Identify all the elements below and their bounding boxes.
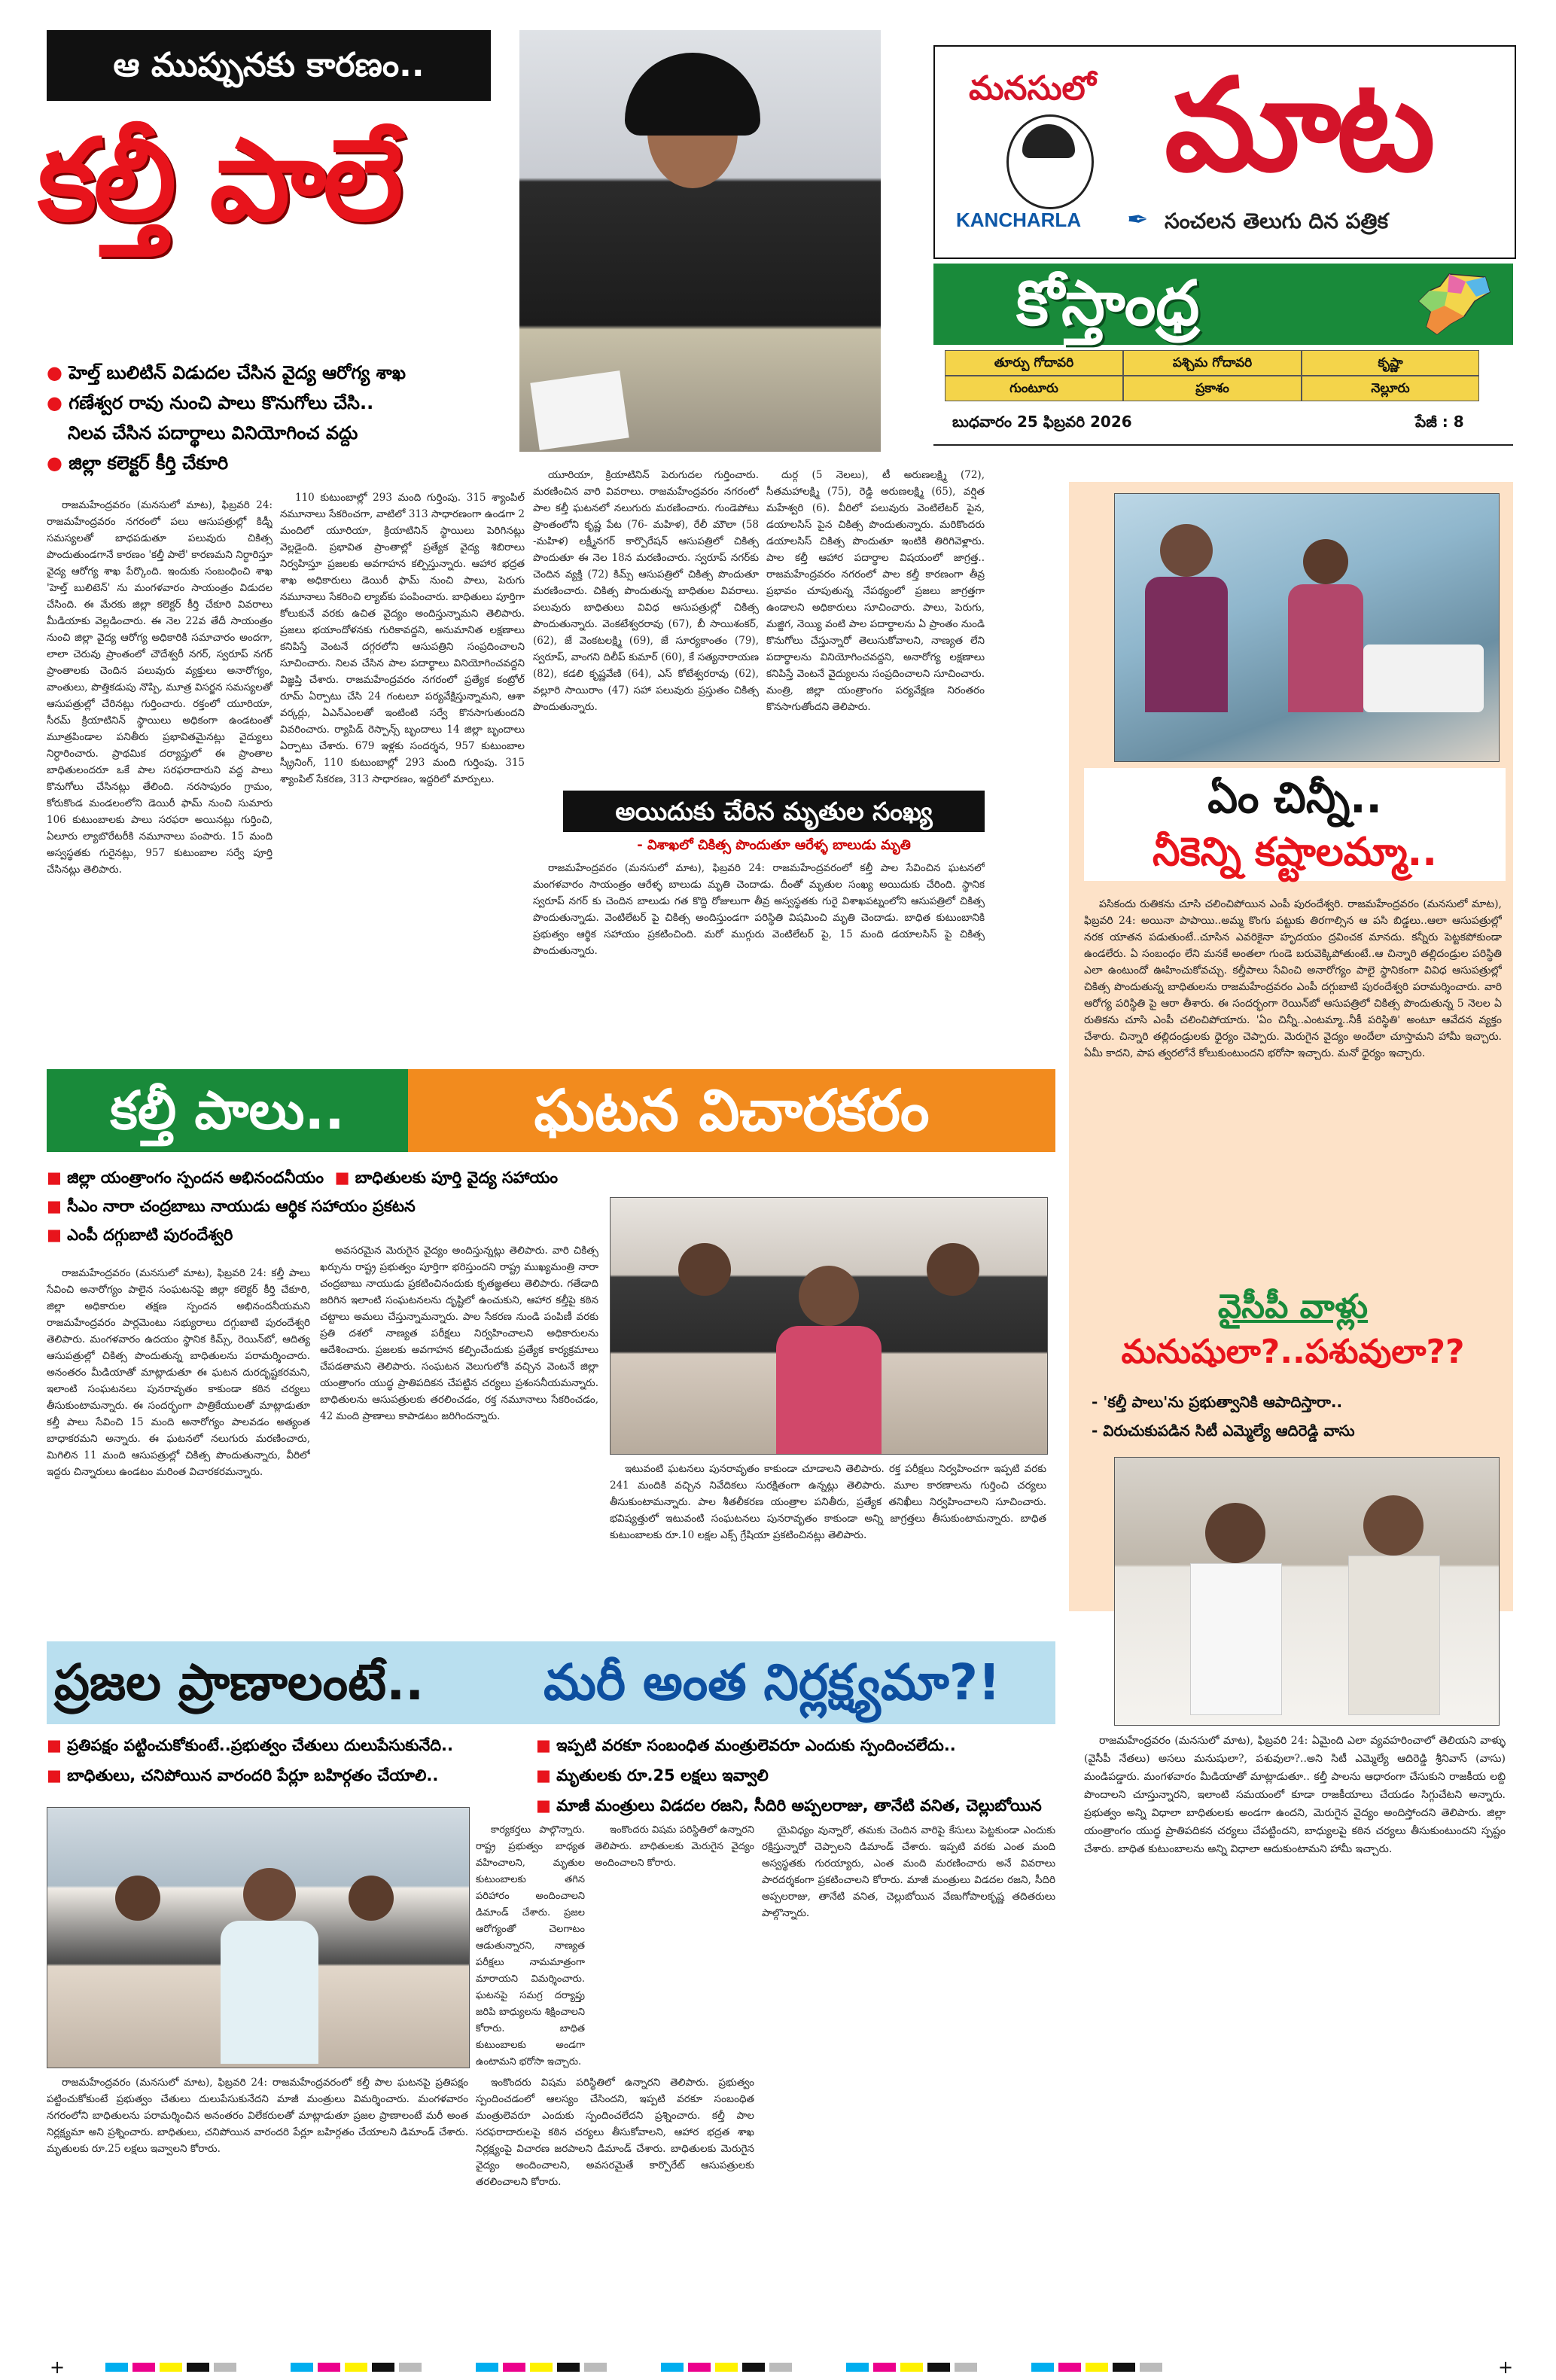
ex-ministers-photo: [47, 1807, 470, 2068]
kicker-banner: [47, 30, 491, 101]
story2-bullet-2: ■ సీఎం నారా చంద్రబాబు నాయుడు ఆర్థిక సహాయం ప్రకటన: [47, 1197, 416, 1215]
collector-paper: [530, 370, 629, 450]
deaths-subtitle: - విశాఖలో చికిత్స పొందుతూ ఆరేళ్ళ బాలుడు మృతి: [637, 837, 911, 853]
story1-col3: యూరియా, క్రియాటినిన్ పెరుగుదల గుర్తించారు. మరణించిన వారి వివరాలు. రాజమహేంద్రవరం నగరంలో పాల కల్తీ ఘటనలో నలుగురు మరణించారు. గుండెపోటు ప్రాంతంలోని కృష్ణ పేట (76- మహిళ), రేలీ మౌలా (58 -మహిళ) లక్ష్మీనగర్ కార్పొరేషన్ ఆసుపత్రిలో చికిత్స పొందుతూ ఈ నెల 18న మరణించారు. స్వరూప్ నగర్‌కు చెందిన వ్యక్తి (72) కిమ్స్ ఆసుపత్రిలో చికిత్స పొందుతూ మరణించారు. చికిత్స పొందుతున్న బాధితుల వివరాలు. పలువురు బాధితులు వివిధ ఆసుపత్రుల్లో చికిత్స పొందుతున్నారు. వెంకటేశ్వరరావు (67), బీ సాయిశంకర్, (62), జే వెంకటలక్ష్మి (69), జే సూర్యకాంతం (79), స్వరూప్, వాంగని దిలీప్ కుమార్ (60), కే సత్యనారాయణ (82), కడలి కృష్ణవేణి (64), ఎస్ కోటేశ్వరరావు (62), వల్లూరి సాయిరాం (47) సహా పలువురు ప్రస్తుతం చికిత్స పొందుతున్నారు.: [533, 469, 759, 713]
reg-mark-left: +: [50, 2357, 65, 2378]
story1-bullet-0: ● హెల్త్ బులిటిన్ విడుదల చేసిన వైద్య ఆరోగ్య శాఖ: [47, 362, 406, 383]
mla-photo: [1114, 1457, 1500, 1726]
story2-headline-left-text: కల్తీ పాలు..: [110, 1080, 345, 1141]
map-icon: [1404, 271, 1494, 337]
district-1: పశ్చిమ గోదావరి: [1123, 350, 1302, 376]
masthead-brand-small: మనసులో: [969, 69, 1096, 108]
deaths-text: రాజమహేంద్రవరం (మనసులో మాట), ఫిబ్రవరి 24: రాజమహేంద్రవరంలో కల్తీ పాల సేవించిన ఘటనలో మంగళవారం సాయంత్రం ఆరేళ్ళ బాలుడు మృతి చెందాడు. దీంతో మృతుల సంఖ్య అయిదుకు చేరింది. స్థానిక స్వరూప్ నగర్ కు చెందిన బాలుడు గత కొద్ది రోజులుగా తీవ్ర అస్వస్థతకు గురై విశాఖపట్నంలోని ఆసుపత్రిలో చికిత్స పొందుతున్నాడు. వెంటిలేటర్ పై చికిత్స అందిస్తుండగా పరిస్థితి విషమించి మృతి చెందాడు. బాధిత కుటుంబానికి ప్రభుత్వం ఆర్థిక సహాయం ప్రకటించింది. మరో ముగ్గురు వెంటిలేటర్ పై, 15 మంది డయాలసిస్ పై చికిత్స పొందుతున్నారు.: [533, 862, 985, 957]
story1-bullet-1: ● గణేశ్వర రావు నుంచి పాలు కొనుగోలు చేసి..: [47, 392, 374, 413]
ycp-title2: మనుషులా?..పశువులా??: [1121, 1333, 1465, 1371]
page-number: పేజీ : 8: [1415, 413, 1464, 431]
masthead-tagline: సంచలన తెలుగు దిన పత్రిక: [1165, 209, 1389, 233]
story2-col1: రాజమహేంద్రవరం (మనసులో మాట), ఫిబ్రవరి 24: కల్తీ పాలు సేవించి అనారోగ్యం పాలైన సంఘటనపై జిల్లా కలెక్టర్ కీర్తి చేకూరి, జిల్లా అధికారుల తక్షణ స్పందన అభినందనీయమని రాజమహేంద్రవరం పార్లమెంటు సభ్యురాలు దగ్గుబాటి పురందేశ్వరి తెలిపారు. మంగళవారం ఉదయం స్థానిక కిమ్స్, రెయిన్‌బో, ఆదిత్య ఆసుపత్రుల్లో చికిత్స పొందుతున్న బాధితులను పరామర్శించారు. అనంతరం మీడియాతో మాట్లాడుతూ ఈ ఘటన దురదృష్టకరమని, ఇలాంటి సంఘటనలు పునరావృతం కాకుండా కఠిన చర్యలు తీసుకుంటామన్నారు. ఈ సందర్భంగా పాత్రికేయులతో మాట్లాడుతూ కల్తీ పాలు సేవించి 15 మంది అనారోగ్యం పాలవడం అత్యంత బాధాకరమని అన్నారు. ఈ ఘటనలో నలుగురు మరణించారు, మిగిలిన 11 మంది ఆసుపత్రుల్లో చికిత్స పొందుతున్నారు, వీరిలో ఇద్దరు చిన్నారులు ఉండటం మరింత విచారకరమన్నారు.: [47, 1267, 310, 1478]
district-3: గుంటూరు: [945, 376, 1123, 401]
side1-text: పసికందు రుతికను చూసి చలించిపోయిన ఎంపీ పురందేశ్వరి. రాజమహేంద్రవరం (మనసులో మాట), ఫిబ్రవరి 24: అయినా పాపాయి..అమ్మ కొంగు పట్టుకు తిరగాల్సిన ఆ పసి బిడ్డలు..ఆలా ఆసుపత్రుల్లో నరక యాతన పడుతుంటే..చూసిన ఎవరికైనా హృదయం ద్రవించక మానదు. కన్నీరు పెట్టకపోకుండా ఉండలేరు. ఏ సంబంధం లేని మనకే అంతలా గుండె బరువెక్కిపోతుంటే..ఆ చిన్నారి తల్లిదండ్రుల పరిస్థితి ఎలా ఉంటుందో ఊహించుకోవచ్చు. కల్తీపాలు సేవించి అనారోగ్యం పాలై స్థానికంగా వివిధ ఆసుపత్రుల్లో చికిత్స పొందుతున్న బాధితులను రాజమహేంద్రవరం ఎంపీ దగ్గుబాటి పురందేశ్వరి పరామర్శించారు. వారి ఆరోగ్య పరిస్థితి పై ఆరా తీశారు. ఈ సందర్భంగా రెయిన్‌బో ఆసుపత్రిలో చికిత్స పొందుతున్న 5 నెలల ఏ రుతికను చూసి ఎంపీ చలించిపోయారు. 'ఏం చిన్నీ..ఎంటమ్మా..నీకీ పరిస్థితి' అంటూ ఆవేదన వ్యక్తం చేశారు. చిన్నారి తల్లిదండ్రులకు ధైర్యం చెప్పారు. మెరుగైన వైద్యం అందేలా చూస్తామని హామీ ఇచ్చారు. ఏమీ కాదని, పాప త్వరలోనే కోలుకుంటుందని భరోసా ఇచ్చారు. మనో ధైర్యం ఇచ్చారు.: [1084, 898, 1502, 1059]
story2-col2: అవసరమైన మెరుగైన వైద్యం అందిస్తున్నట్లు తెలిపారు. వారి చికిత్స ఖర్చును రాష్ట్ర ప్రభుత్వం పూర్తిగా భరిస్తుందని రాష్ట్ర ముఖ్యమంత్రి నారా చంద్రబాబు నాయుడు ప్రకటించినందుకు కృతజ్ఞతలు తెలిపారు. గతేడాది జరిగిన ఇలాంటి సంఘటనలను దృష్టిలో ఉంచుకుని, ఆహార కల్తీపై కఠిన చట్టాలు అమలు చేస్తున్నామన్నారు. పాల సేకరణ నుండి పంపిణీ వరకు ప్రతి దశలో నాణ్యత పరీక్షలు నిర్వహించాలని అధికారులను ఆదేశించారు. ప్రజలకు అవగాహన కల్పించేందుకు ప్రత్యేక కార్యక్రమాలు చేపడతామని తెలిపారు. సంఘటన వెలుగులోకి వచ్చిన వెంటనే జిల్లా యంత్రాంగం యుద్ధ ప్రాతిపదికన చేపట్టిన చర్యలు ప్రశంసనీయమన్నారు. బాధితులను ఆసుపత్రులకు తరలించడం, రక్త నమూనాలు సేకరించడం, 42 మంది ప్రాణాలు కాపాడటం జరిగిందన్నారు.: [320, 1245, 598, 1422]
masthead-portrait: [1006, 114, 1094, 209]
story2-bullet-3: ■ ఎంపీ దగ్గుబాటి పురందేశ్వరి: [47, 1226, 233, 1244]
baby-caption-box: [1084, 768, 1506, 881]
baby-caption-line2: నీకెన్ని కష్టాలమ్మా..: [1152, 830, 1438, 875]
story3-bullet-r1: ■ మృతులకు రూ.25 లక్షలు ఇవ్వాలి: [536, 1766, 769, 1784]
deaths-title-bar: [563, 791, 985, 832]
story2-bullets: [47, 1163, 619, 1249]
story3-bullet-r2: ■ మాజీ మంత్రులు విడదల రజని, సీదిరి అప్పలరాజు, తానేటి వనిత, చెల్లుబోయిన: [536, 1796, 1042, 1815]
ycp-bullet-1: - విరుచుకుపడిన సిటీ ఎమ్మెల్యే ఆదిరెడ్డి వాసు: [1092, 1422, 1355, 1440]
story3-col2b: ఇంకొందరు విషమ పరిస్థితిలో ఉన్నారని తెలిపారు. బాధితులకు మెరుగైన వైద్యం అందించాలని కోరారు.: [595, 1824, 754, 1869]
pen-icon: ✒: [1127, 205, 1149, 235]
story3-col4: యైవిధ్యం వున్నారో, తమకు చెందిన వారిపై కేసులు పెట్టకుండా ఎందుకు రక్షిస్తున్నారో చెప్పాలని డిమాండ్ చేశారు. ఇప్పటి వరకు ఎంత మంది అస్వస్థతకు గురయ్యారు, ఎంత మంది మరణించారు అనే వివరాలు పారదర్శకంగా ప్రకటించాలని కోరారు. మాజీ మంత్రులు విడదల రజని, సీదిరి అప్పలరాజు, తానేటి వనిత, చెల్లుబోయిన వేణుగోపాలకృష్ణ తదితరులు పాల్గొన్నారు.: [762, 1824, 1055, 1919]
edition-name: కోస్తాంధ్ర: [1016, 268, 1200, 340]
district-0: తూర్పు గోదావరి: [945, 350, 1123, 376]
district-2: కృష్ణా: [1302, 350, 1479, 376]
baby-caption-line1: ఏం చిన్నీ..: [1207, 774, 1382, 823]
story3-col1: రాజమహేంద్రవరం (మనసులో మాట), ఫిబ్రవరి 24: రాజమహేంద్రవరంలో కల్తీ పాల ఘటనపై ప్రతిపక్షం పట్టించుకోకుంటే ప్రభుత్వం చేతులు దులుపేసుకునేదని మాజీ మంత్రులు విమర్శించారు. మంగళవారం నగరంలోని బాధితులను పరామర్శించిన అనంతరం విలేకరులతో మాట్లాడుతూ ప్రజల ప్రాణాలంటే మరీ అంత నిర్లక్ష్యమా అని ప్రశ్నించారు. బాధితులు, చనిపోయిన వారందరి పేర్లూ బహిర్గతం చేయాలని డిమాండ్ చేశారు. మృతులకు రూ.25 లక్షలు ఇవ్వాలని కోరారు.: [47, 2077, 468, 2155]
ycp-bullet-0: - 'కల్తీ పాలు'ను ప్రభుత్వానికి ఆపాదిస్తారా..: [1092, 1393, 1343, 1411]
story2-bullet-0: ■ జిల్లా యంత్రాంగం స్పందన అభినందనీయం ■ బాధితులకు పూర్తి వైద్య సహాయం: [47, 1169, 559, 1187]
color-bar: [105, 2363, 1491, 2372]
edition-band: [933, 264, 1513, 345]
story3-col2: ఇంకొందరు విషమ పరిస్థితిలో ఉన్నారని తెలిపారు. ప్రభుత్వం స్పందించడంలో ఆలస్యం చేసిందని, ఇప్పటి వరకూ సంబంధిత మంత్రులెవరూ ఎందుకు స్పందించలేదని ప్రశ్నించారు. కల్తీ పాల సరఫరాదారులపై కఠిన చర్యలు తీసుకోవాలని, ఆహార భద్రత శాఖ నిర్లక్ష్యంపై విచారణ జరపాలని డిమాండ్ చేశారు. బాధితులకు మెరుగైన వైద్యం అందించాలని, అవసరమైతే కార్పొరేట్ ఆసుపత్రులకు తరలించాలని కోరారు.: [476, 2077, 754, 2188]
story1-col4: దుర్గ (5 నెలలు), టీ అరుణలక్ష్మి (72), సీతమహాలక్ష్మి (75), రెడ్డి అరుణలక్ష్మి (65), వర్షిత మహేశ్వరి (6). వీరిలో పలువురు వెంటిలేటర్ పైన, డయాలసిస్ పైన చికిత్స పొందుతున్నారు. మరికొందరు డయాలసిస్ చికిత్స పొందుతూ ఇంటికి తిరిగివెళ్లారు. పాల కల్తీ ఆహార పదార్థాల విషయంలో జాగ్రత్త.. రాజమహేంద్రవరం నగరంలో పాల కల్తీ కారణంగా తీవ్ర ప్రభావం చూపుతున్న నేపథ్యంలో ప్రజలు జాగ్రత్తగా ఉండాలని అధికారులు సూచించారు. పాలు, పెరుగు, మజ్జిగ, నెయ్యి వంటి పాల పదార్థాలను ఏ ప్రాంతం నుండి కొనుగోలు చేస్తున్నారో తెలుసుకోవాలని, నాణ్యత లేని పదార్థాలను వినియోగించవద్దని, అనారోగ్య లక్షణాలు కనిపిస్తే వెంటనే వైద్యులను సంప్రదించాలని సూచించారు. మంత్రి, జిల్లా యంత్రాంగం పర్యవేక్షణ నిరంతరం కొనసాగుతోందని తెలిపారు.: [766, 469, 985, 713]
story1-bullet-3: ● జిల్లా కలెక్టర్ కీర్తి చేకూరి: [47, 453, 229, 474]
story1-col2: 110 కుటుంబాల్లో 293 మంది గుర్తింపు. 315 శ్యాంపిల్ నమూనాలు సేకరించగా, వాటిలో 313 సాధారణంగా ఉండగా 2 మందిలో యూరియా, క్రియాటినిన్ స్థాయిలు పెరిగినట్లు వెల్లడైంది. ప్రభావిత ప్రాంతాల్లో ప్రత్యేక వైద్య శిబిరాలు నిర్వహిస్తూ ప్రజలకు అవగాహన కల్పిస్తున్నారు. ఆహార భద్రత శాఖ అధికారులు డెయిరీ ఫామ్ నుంచి పాలు, పెరుగు నమూనాలు సేకరించి ల్యాబ్‌కు పంపించారు. బాధితులు పూర్తిగా కోలుకునే వరకు ఉచిత వైద్యం అందిస్తున్నామని తెలిపారు. ప్రజలు భయాందోళనకు గురికావద్దని, అనుమానిత లక్షణాలు కనిపిస్తే వెంటనే దగ్గరలోని ఆసుపత్రిని సంప్రదించాలని సూచించారు. నిలవ చేసిన పాల పదార్థాలు వినియోగించవద్దని విజ్ఞప్తి చేశారు. రాజమహేంద్రవరం నగరంలో ప్రత్యేక కంట్రోల్ రూమ్ ఏర్పాటు చేసి 24 గంటలూ పర్యవేక్షిస్తున్నామని, ఆశా వర్కర్లు, ఏఎన్ఎంలతో ఇంటింటి సర్వే కొనసాగుతుందని వివరించారు. ర్యాపిడ్ రెస్పాన్స్ బృందాలు 14 జిల్లా బృందాలు ఏర్పాటు చేశారు. 679 ఇళ్లకు సందర్శన, 957 కుటుంబాల స్క్రీనింగ్, 110 కుటుంబాల్లో 293 మంది గుర్తింపు. 315 శ్యాంపిల్ సేకరణ, 313 సాధారణం, ఇద్దరిలో మార్పులు.: [280, 492, 525, 785]
ycp-title1: వైసీపీ వాళ్లు: [1217, 1288, 1369, 1326]
ycp-text: రాజమహేంద్రవరం (మనసులో మాట), ఫిబ్రవరి 24: ఏమైంది ఎలా వ్యవహరించాలో తెలియని వాళ్ళు (వైసీపీ నేతలు) అసలు మనుషులా?, పశువులా?..అని సిటీ ఎమ్మెల్యే ఆదిరెడ్డి శ్రీనివాస్ (వాసు) మండిపడ్డారు. మంగళవారం మీడియాతో మాట్లాడుతూ.. కల్తీ పాలను ఆధారంగా చేసుకుని రాజకీయ లబ్ది పొందాలని చూస్తున్నారని, ఇలాంటి సమయంలో కూడా రాజకీయాలు చేయడం సిగ్గుచేటని అన్నారు. ప్రభుత్వం అన్ని విధాలా బాధితులకు అండగా ఉందని, మెరుగైన వైద్యం అందిస్తోందని తెలిపారు. జిల్లా యంత్రాంగం యుద్ధ ప్రాతిపదికన చర్యలు చేపట్టిందని, బాధ్యులపై కఠిన చర్యలు తీసుకుంటుందని స్పష్టం చేశారు. బాధిత కుటుంబాలను అన్ని విధాలా ఆదుకుంటామని హామీ ఇచ్చారు.: [1084, 1735, 1506, 1855]
masthead: [933, 45, 1516, 259]
story3-bullet-l0: ■ ప్రతిపక్షం పట్టించుకోకుంటే..ప్రభుత్వం చేతులు దులుపేసుకునేది..: [47, 1736, 453, 1754]
district-4: ప్రకాశం: [1123, 376, 1302, 401]
story3-headline-right: మరీ అంత నిర్లక్ష్యమా?!: [544, 1653, 1001, 1711]
story3-headline: [47, 1641, 1055, 1724]
mp-photo: [610, 1197, 1048, 1455]
edition-date: బుధవారం 25 ఫిబ్రవరి 2026: [952, 413, 1132, 431]
district-5: నెల్లూరు: [1302, 376, 1479, 401]
collector-photo: [519, 30, 881, 452]
kicker-text: ఆ ముప్పునకు కారణం..: [113, 46, 425, 84]
story2-col3: ఇటువంటి ఘటనలు పునరావృతం కాకుండా చూడాలని తెలిపారు. రక్త పరీక్షలు నిర్వహించగా ఇప్పటి వరకు 241 మందికి వచ్చిన నివేదికలు సురక్షితంగా ఉన్నట్లు తెలిపారు. మూల కారణాలను గుర్తించి చర్యలు తీసుకుంటామన్నారు. పాల శీతలీకరణ యంత్రాల పనితీరు, ప్రత్యేక తనిఖీలు నిర్వహించాలని సూచించారు. భవిష్యత్తులో ఇటువంటి సంఘటనలు పునరావృతం కాకుండా అన్ని జాగ్రత్తలు తీసుకుంటామన్నారు. బాధిత కుటుంబాలకు రూ.10 లక్షల ఎక్స్ గ్రేషియా ప్రకటించినట్లు తెలిపారు.: [610, 1463, 1046, 1541]
hospital-photo: [1114, 493, 1500, 762]
story1-bullet-2: నిలవ చేసిన పదార్థాలు వినియోగించ వద్దు: [68, 422, 358, 443]
collector-hair: [625, 53, 760, 136]
story3-headline-left: ప్రజల ప్రాణాలంటే..: [54, 1653, 425, 1711]
reg-mark-right: +: [1498, 2357, 1514, 2378]
main-headline-text: కల్తీ పాలే: [38, 115, 400, 246]
deaths-title: అయిదుకు చేరిన మృతుల సంఖ్య: [615, 797, 933, 826]
district-grid: [945, 350, 1479, 400]
masthead-rule: [933, 444, 1513, 446]
story2-headline-right: [408, 1069, 1055, 1152]
main-headline: [38, 113, 519, 248]
story3-bullet-l1: ■ బాధితులు, చనిపోయిన వారందరి పేర్లూ బహిర్గతం చేయాలి..: [47, 1766, 439, 1784]
story3-col3: కార్యకర్తలు పాల్గొన్నారు. రాష్ట్ర ప్రభుత్వం బాధ్యత వహించాలని, మృతుల కుటుంబాలకు తగిన పరిహారం అందించాలని డిమాండ్ చేశారు. ప్రజల ఆరోగ్యంతో చెలగాటం ఆడుతున్నారని, నాణ్యత పరీక్షలు నామమాత్రంగా మారాయని విమర్శించారు. ఘటనపై సమగ్ర దర్యాప్తు జరిపి బాధ్యులను శిక్షించాలని కోరారు. బాధిత కుటుంబాలకు అండగా ఉంటామని భరోసా ఇచ్చారు.: [476, 1824, 585, 2068]
story3-bullet-r0: ■ ఇప్పటి వరకూ సంబంధిత మంత్రులెవరూ ఎందుకు స్పందించలేదు..: [536, 1736, 956, 1754]
story1-bullets: [47, 358, 521, 478]
deaths-box: [533, 791, 985, 1058]
masthead-brand-big: మాట: [1165, 51, 1431, 200]
story2-headline-right-text: ఘటన విచారకరం: [534, 1077, 930, 1144]
story2-headline-left: [47, 1069, 408, 1152]
masthead-editor: KANCHARLA: [956, 209, 1082, 231]
story1-col1: రాజమహేంద్రవరం (మనసులో మాట), ఫిబ్రవరి 24: రాజమహేంద్రవరం నగరంలో పలు ఆసుపత్రుల్లో కిడ్నీ సమస్యలతో బాధపడుతూ పలువురు చికిత్స పొందుతుండగానే కారణం 'కల్తీ పాలే' కారణమని నిర్ధారిస్తూ వైద్య ఆరోగ్య శాఖ పేర్కొంది. ఇందుకు సంబంధించి శాఖ 'హెల్త్ బులిటెన్' ను మంగళవారం సాయంత్రం విడుదల చేసింది. ఈ మేరకు జిల్లా కలెక్టర్ కీర్తి చేకూరి వివరాలు మీడియాకు వెల్లడించారు. ఈ నెల 22వ తేదీ సాయంత్రం నుంచి జిల్లా వైద్య ఆరోగ్య అధికారికి సమాచారం అందగా, లాలా చెరువు ప్రాంతంలో చౌదేశ్వరీ నగర్, స్వరూప్ నగర్ ప్రాంతాలకు చెందిన పలువురు వ్యక్తులు అనారోగ్యం, వాంతులు, పొత్తికడుపు నొప్పి, మూత్ర విసర్జన సమస్యలతో ఆసుపత్రుల్లో చేరినట్లు గుర్తించారు. రక్తంలో యూరియా, సీరమ్ క్రియాటినిన్ స్థాయిలు అధికంగా ఉండటంతో మూత్రపిండాల పనితీరు ప్రభావితమైనట్లు వైద్యులు నిర్ధారించారు. ప్రాథమిక దర్యాప్తులో ఈ ప్రాంతాల బాధితులందరూ ఒకే పాల సరఫరాదారుని వద్ద పాలు కొనుగోలు చేసినట్లు తేలింది. నరసాపురం గ్రామం, కోరుకొండ మండలంలోని డెయిరీ ఫామ్ నుంచి సుమారు 106 కుటుంబాలకు పాలు సరఫరా అయినట్లు గుర్తించి, ఏలూరు ల్యాబొరేటరీకి నమూనాలు పంపారు. 15 మంది అస్వస్థతకు గురైనట్లు, 957 కుటుంబాల సర్వే పూర్తి చేసినట్లు తెలిపారు.: [47, 499, 273, 876]
